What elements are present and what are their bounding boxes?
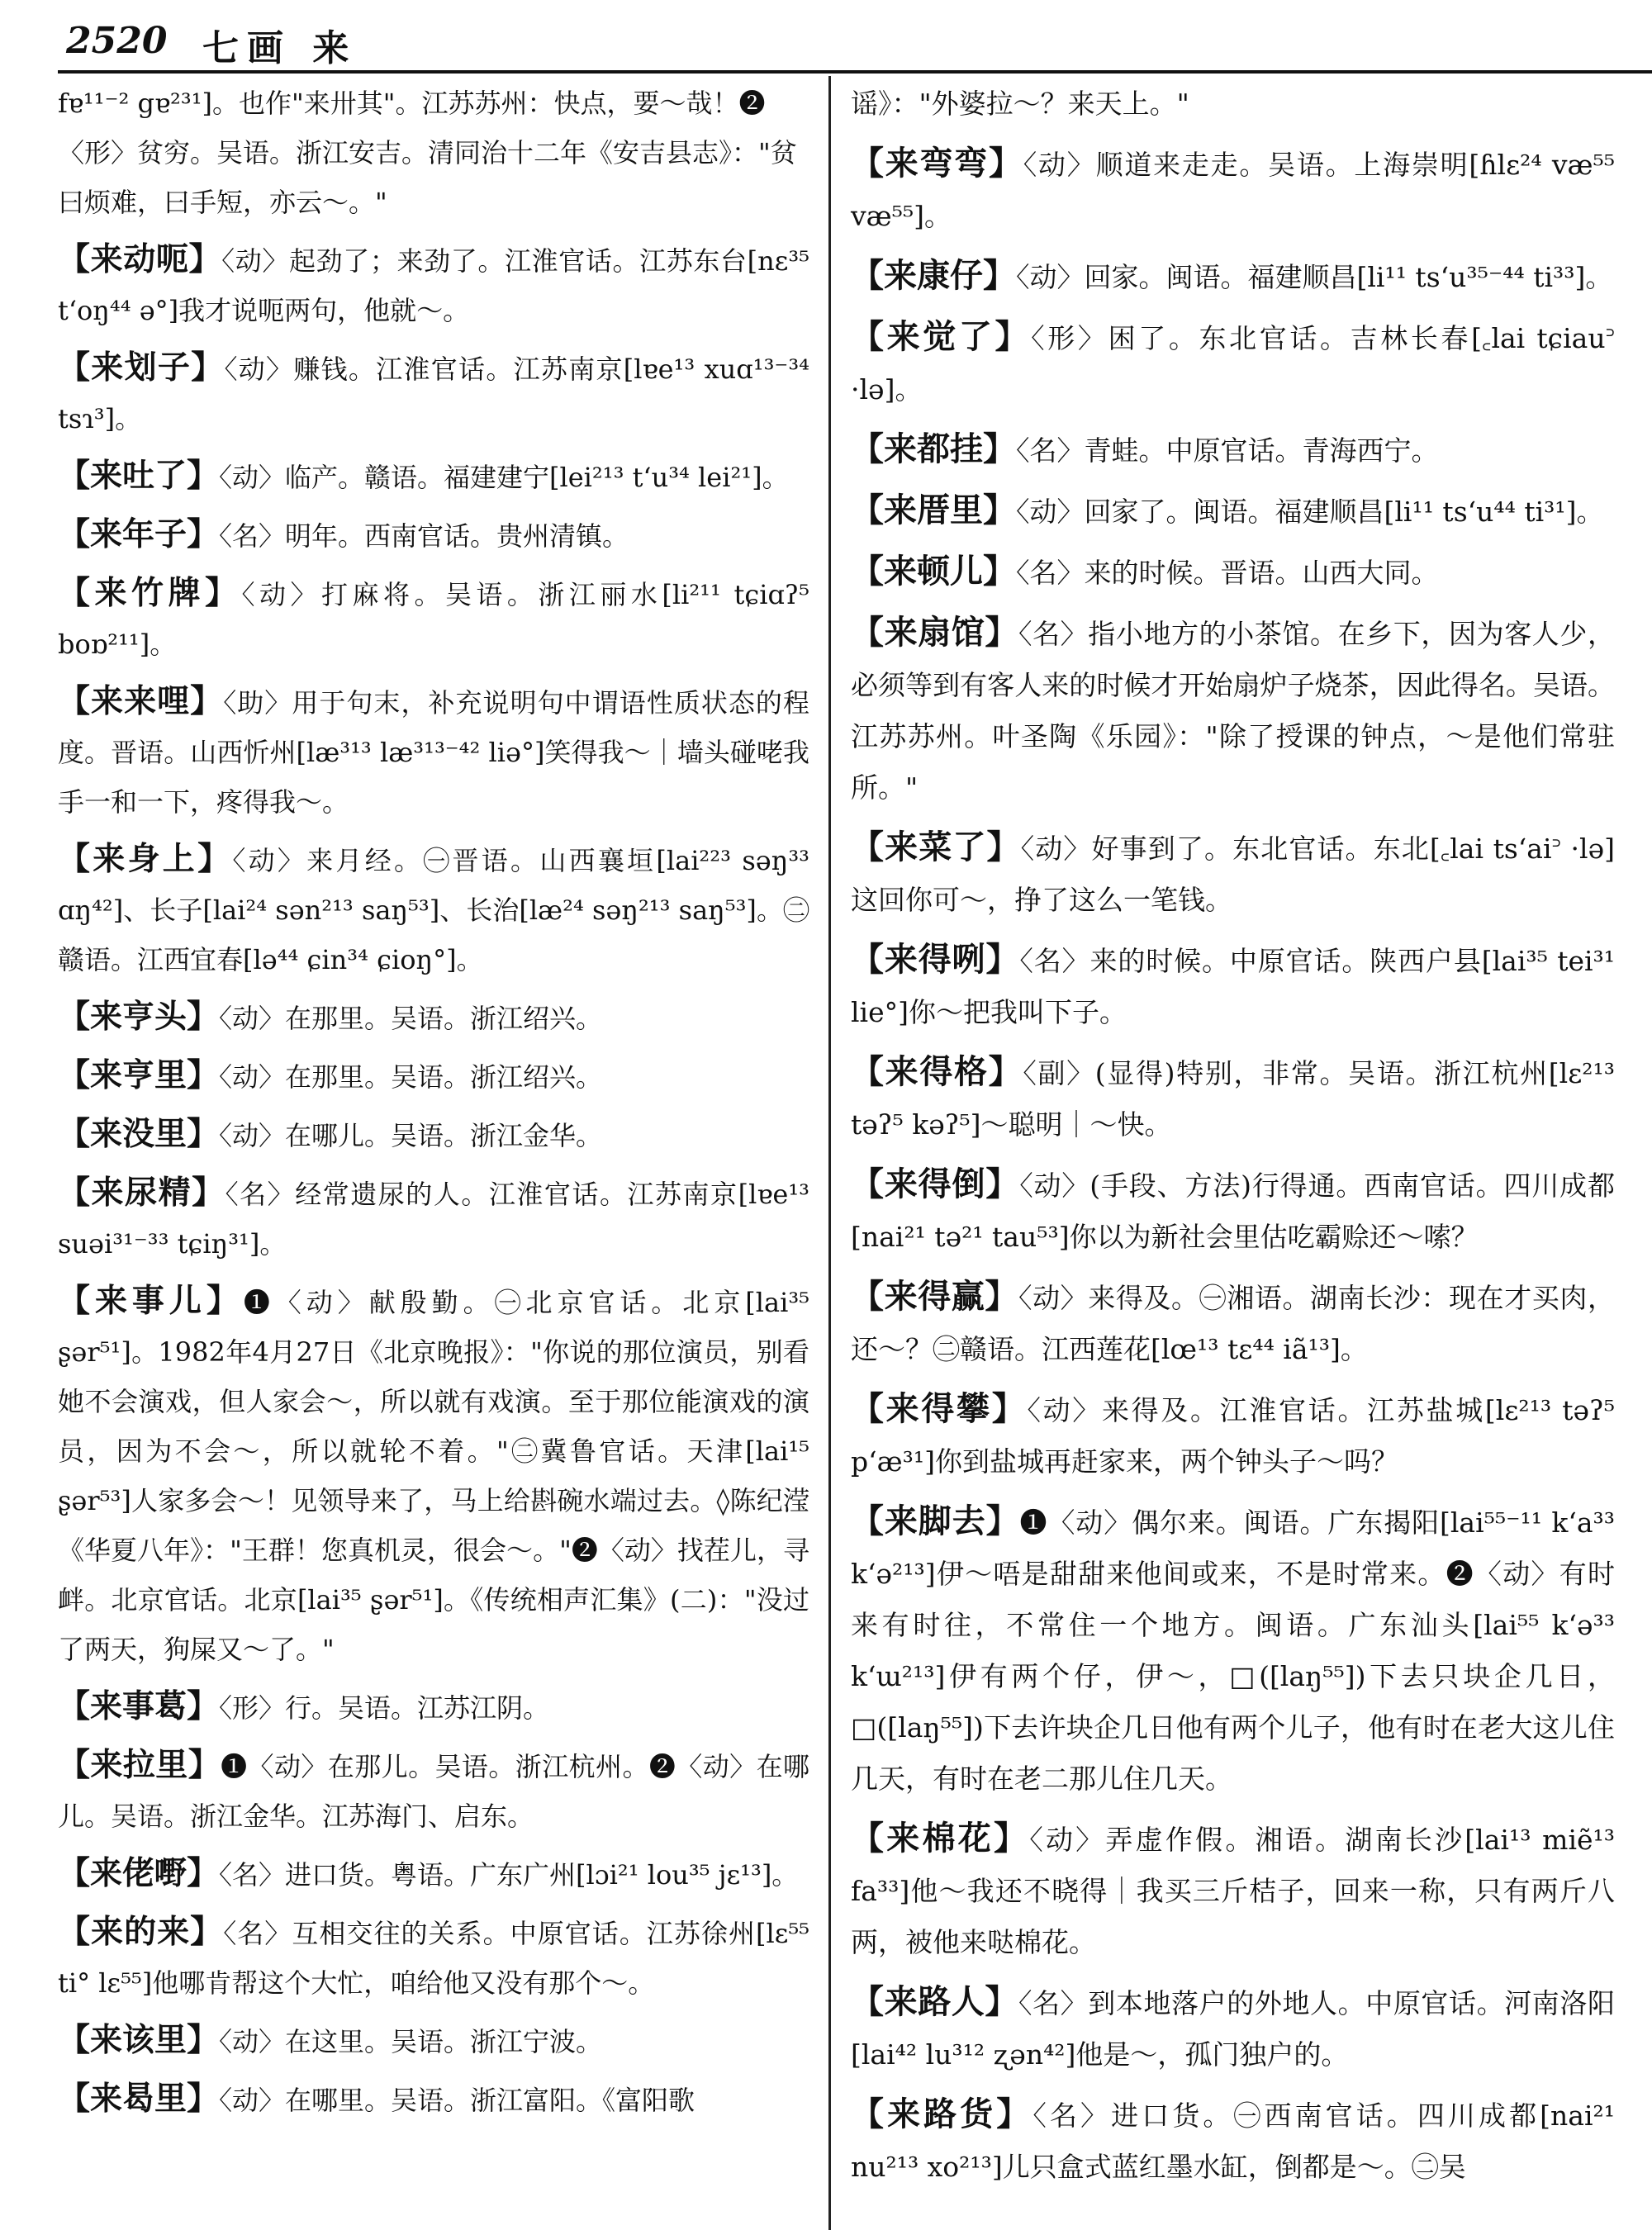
entry-headword: 【来都挂】 <box>851 430 1016 468</box>
entry-headword: 【来划子】 <box>58 349 225 387</box>
dictionary-entry <box>851 1159 1615 1263</box>
entry-definition: 〈名〉进口货。粤语。广东广州[lɔi²¹ lou³⁵ jɛ¹³]。 <box>219 1859 799 1891</box>
entry-definition: 〈动〉赚钱。江淮官话。江苏南京[lɐe¹³ xuɑ¹³⁻³⁴ tsɿ³]。 <box>58 353 809 434</box>
entry-definition: 〈动〉在那里。吴语。浙江绍兴。 <box>219 1061 603 1093</box>
dictionary-entry <box>58 835 809 985</box>
entry-headword: 【来的来】 <box>58 1914 224 1951</box>
dictionary-entry <box>851 1813 1615 1968</box>
right-column <box>851 78 1615 2201</box>
entry-headword: 【来该里】 <box>58 2022 220 2059</box>
entry-headword: 【来亨头】 <box>58 999 220 1036</box>
dictionary-entry <box>58 1051 809 1102</box>
dictionary-entry <box>58 452 809 502</box>
entry-headword: 【来得倒】 <box>851 1165 1020 1203</box>
dictionary-entry <box>851 934 1615 1038</box>
dictionary-entry <box>851 1496 1615 1805</box>
entry-definition: 〈副〉(显得)特别，非常。吴语。浙江杭州[lɛ²¹³ təʔ⁵ kəʔ⁵]～聪明｜～快。 <box>851 1057 1615 1141</box>
entry-definition: 〈动〉来得及。㊀湘语。湖南长沙：现在才买肉，还～？㊁赣语。江西莲花[lœ¹³ tɛ⁴⁴ iã¹³]。 <box>851 1282 1616 1365</box>
entry-headword: 【来觉了】 <box>851 318 1032 356</box>
dictionary-entry <box>851 1383 1615 1487</box>
entry-definition: 〈动〉在哪里。吴语。浙江富阳。《富阳歌 <box>219 2085 695 2116</box>
dictionary-entry <box>851 1271 1615 1375</box>
entry-definition: 〈动〉回家。闽语。福建顺昌[li¹¹ tsʻu³⁵⁻⁴⁴ ti³³]。 <box>1016 261 1613 293</box>
dictionary-entry <box>851 1046 1615 1151</box>
entry-definition: 〈名〉来的时候。中原官话。陕西户县[lai³⁵ tei³¹ lie°]你～把我叫下子。 <box>851 945 1615 1028</box>
entry-definition: 〈名〉来的时候。晋语。山西大同。 <box>1016 557 1439 589</box>
entry-definition: 〈名〉互相交往的关系。中原官话。江苏徐州[lɛ⁵⁵ ti° lɛ⁵⁵]他哪肯帮这个大忙，咱给他又没有那个～。 <box>58 1918 809 1999</box>
entry-headword: 【来路货】 <box>851 2095 1033 2133</box>
right-top-continuation: 谣》："外婆拉～？来天上。" <box>851 88 1189 120</box>
entry-headword: 【来得赢】 <box>851 1278 1018 1316</box>
dictionary-entry <box>58 344 809 444</box>
dictionary-entry <box>58 510 809 561</box>
entry-headword: 【来得格】 <box>851 1053 1023 1091</box>
entry-definition: ❶〈动〉献殷勤。㊀北京官话。北京[lai³⁵ ʂər⁵¹]。1982年4月27日《北京晚报》："你说的那位演员，别看她不会演戏，但人家会～，所以就有戏演。至于那位能演戏的演员，因为不会～，所以就轮不着。"㊁冀鲁官话。天津[lai¹⁵ ʂər⁵³]人家多会～！见领导来了，马上给斟碗水端过去。◊陈纪滢《华夏八年》："王群！您真机灵，很会～。"❷〈动〉找茬儿，寻衅。北京官话。北京[lai³⁵ ʂər⁵¹]。《传统相声汇集》(二)："没过了两天，狗屎又～了。" <box>58 1287 809 1665</box>
entry-headword: 【来拉里】 <box>58 1747 221 1784</box>
entry-headword: 【来厝里】 <box>851 491 1016 529</box>
dictionary-entry <box>851 607 1615 814</box>
entry-headword: 【来脚去】 <box>851 1502 1020 1540</box>
entry-definition: 〈动〉在那里。吴语。浙江绍兴。 <box>219 1003 603 1034</box>
page-header <box>58 17 1652 74</box>
entry-definition: 〈名〉指小地方的小茶馆。在乡下，因为客人少，必须等到有客人来的时候才开始扇炉子烧茶，因此得名。吴语。江苏苏州。叶圣陶《乐园》："除了授课的钟点，～是他们常驻所。" <box>851 618 1616 804</box>
entry-definition: 〈动〉临产。赣语。福建建宁[lei²¹³ tʻu³⁴ lei²¹]。 <box>219 462 789 493</box>
entry-headword: 【来竹牌】 <box>58 575 242 612</box>
dictionary-entry <box>58 1682 809 1733</box>
dictionary-entry <box>58 1908 809 2008</box>
entry-definition: ❶〈动〉偶尔来。闽语。广东揭阳[lai⁵⁵⁻¹¹ kʻa³³ kʻə²¹³]伊～唔是甜甜来他间或来，不是时常来。❷〈动〉有时来有时往，不常住一个地方。闽语。广东汕头[lai⁵⁵ kʻə³³ kʻɯ²¹³]伊有两个仔，伊～，□([laŋ⁵⁵])下去只块企几日，□([laŋ⁵⁵])下去许块企几日他有两个儿子，他有时在老大这儿住几天，有时在老二那儿住几天。 <box>851 1506 1615 1795</box>
entry-definition: 〈动〉来得及。江淮官话。江苏盐城[lɛ²¹³ təʔ⁵ pʻæ³¹]你到盐城再赶家来，两个钟头子～吗？ <box>851 1394 1616 1478</box>
dictionary-entry <box>58 993 809 1043</box>
left-top-continuation: fɐ¹¹⁻² gɐ²³¹]。也作"来卅其"。江苏苏州：快点，要～哉！❷〈形〉贫穷。吴语。浙江安吉。清同治十二年《安吉县志》："贫曰烦难，曰手短，亦云～。" <box>58 88 797 218</box>
entry-headword: 【来得咧】 <box>851 941 1020 979</box>
entry-headword: 【来扇馆】 <box>851 614 1018 652</box>
dictionary-entry <box>58 2075 809 2125</box>
entry-definition: 〈名〉经常遗尿的人。江淮官话。江苏南京[lɐe¹³ suəi³¹⁻³³ tɕiŋ³¹]。 <box>58 1179 809 1260</box>
entry-headword: 【来顿儿】 <box>851 553 1016 591</box>
dictionary-entry <box>851 311 1615 415</box>
entry-definition: ❶〈动〉在那儿。吴语。浙江杭州。❷〈动〉在哪儿。吴语。浙江金华。江苏海门、启东。 <box>58 1751 809 1832</box>
page-number: 2520 <box>66 20 168 62</box>
dictionary-entry <box>851 250 1615 303</box>
dictionary-entry <box>58 677 809 827</box>
column-divider <box>828 76 831 2230</box>
entry-definition: 〈动〉顺道来走走。吴语。上海崇明[ɦlɛ²⁴ væ⁵⁵ væ⁵⁵]。 <box>851 149 1616 232</box>
entry-headword: 【来来哩】 <box>58 683 224 720</box>
left-column <box>58 78 809 2133</box>
entry-definition: 〈动〉起劲了；来劲了。江淮官话。江苏东台[nɛ³⁵ tʻoŋ⁴⁴ ə°]我才说呃两句，他就～。 <box>58 245 809 326</box>
entry-headword: 【来事葛】 <box>58 1688 220 1725</box>
entry-headword: 【来亨里】 <box>58 1057 220 1094</box>
entry-definition: 〈动〉来月经。㊀晋语。山西襄垣[lai²²³ səŋ³³ ɑŋ⁴²]、长子[lai²⁴ sən²¹³ saŋ⁵³]、长治[læ²⁴ səŋ²¹³ saŋ⁵³]。㊁赣语。江西宜春[lə⁴⁴ ɕin³⁴ ɕioŋ°]。 <box>58 845 809 975</box>
entry-definition: 〈动〉(手段、方法)行得通。西南官话。四川成都[nai²¹ tə²¹ tau⁵³]你以为新社会里估吃霸赊还～嗦？ <box>851 1170 1616 1253</box>
entry-definition: 〈名〉进口货。㊀西南官话。四川成都[nai²¹ nu²¹³ xo²¹³]儿只盒式蓝红墨水缸，倒都是～。㊁吴 <box>851 2100 1615 2183</box>
entry-definition: 〈形〉困了。东北官话。吉林长春[꜀lai tɕiau꜄ ·lə]。 <box>851 322 1615 406</box>
entry-definition: 〈形〉行。吴语。江苏江阴。 <box>219 1692 550 1724</box>
entry-headword: 【来弯弯】 <box>851 145 1023 183</box>
entry-headword: 【来路人】 <box>851 1983 1018 2021</box>
entry-headword: 【来尿精】 <box>58 1174 225 1212</box>
dictionary-entry <box>58 1277 809 1674</box>
entry-headword: 【来身上】 <box>58 841 233 878</box>
entry-definition: 〈动〉打麻将。吴语。浙江丽水[li²¹¹ tɕiɑʔ⁵ boɒ²¹¹]。 <box>58 579 809 660</box>
dictionary-entry <box>851 138 1615 242</box>
entry-headword: 【来吐了】 <box>58 458 220 495</box>
dictionary-entry <box>58 1849 809 1900</box>
dictionary-entry <box>58 1110 809 1160</box>
dictionary-entry <box>851 1976 1615 2081</box>
entry-definition: 〈名〉明年。西南官话。贵州清镇。 <box>219 520 629 552</box>
dictionary-entry <box>851 424 1615 477</box>
entry-definition: 〈动〉弄虚作假。湘语。湖南长沙[lai¹³ miẽ¹³ fa³³]他～我还不晓得｜我买三斤桔子，回来一称，只有两斤八两，被他来哒棉花。 <box>851 1824 1615 1958</box>
dictionary-entry <box>58 569 809 669</box>
entry-headword: 【来曷里】 <box>58 2081 220 2118</box>
entry-definition: 〈名〉青蛙。中原官话。青海西宁。 <box>1016 434 1439 467</box>
header-rule <box>58 70 1652 74</box>
entry-headword: 【来动呃】 <box>58 241 222 278</box>
page-title: 七画 来 <box>202 27 358 69</box>
entry-definition: 〈动〉在这里。吴语。浙江宁波。 <box>219 2026 603 2057</box>
entry-definition: 〈动〉好事到了。东北官话。东北[꜀lai tsʻai꜄ ·lə]这回你可～，挣了这么一笔钱。 <box>851 833 1615 916</box>
entry-definition: 〈动〉在哪儿。吴语。浙江金华。 <box>219 1120 603 1151</box>
dictionary-entry <box>851 822 1615 926</box>
dictionary-entry <box>851 485 1615 538</box>
entry-headword: 【来佬嘢】 <box>58 1855 220 1892</box>
entry-definition: 〈名〉到本地落户的外地人。中原官话。河南洛阳[lai⁴² lu³¹² ʐən⁴²]他是～，孤门独户的。 <box>851 1987 1616 2071</box>
entry-headword: 【来事儿】 <box>58 1283 244 1320</box>
dictionary-entry <box>58 1741 809 1841</box>
entry-headword: 【来得攀】 <box>851 1390 1028 1428</box>
entry-definition: 〈动〉回家了。闽语。福建顺昌[li¹¹ tsʻu⁴⁴ ti³¹]。 <box>1016 496 1604 528</box>
dictionary-entry <box>851 546 1615 599</box>
entry-headword: 【来年子】 <box>58 516 220 553</box>
dictionary-entry <box>851 2089 1615 2193</box>
entry-headword: 【来康仔】 <box>851 257 1016 295</box>
dictionary-entry <box>58 235 809 335</box>
entry-headword: 【来菜了】 <box>851 828 1021 866</box>
entry-headword: 【来棉花】 <box>851 1820 1030 1858</box>
entry-headword: 【来没里】 <box>58 1116 220 1153</box>
entry-definition: 〈助〉用于句末，补充说明句中谓语性质状态的程度。晋语。山西忻州[læ³¹³ læ³¹³⁻⁴² liə°]笑得我～｜墙头碰咾我手一和一下，疼得我～。 <box>58 687 809 818</box>
dictionary-entry <box>58 2016 809 2066</box>
dictionary-entry <box>58 1169 809 1269</box>
